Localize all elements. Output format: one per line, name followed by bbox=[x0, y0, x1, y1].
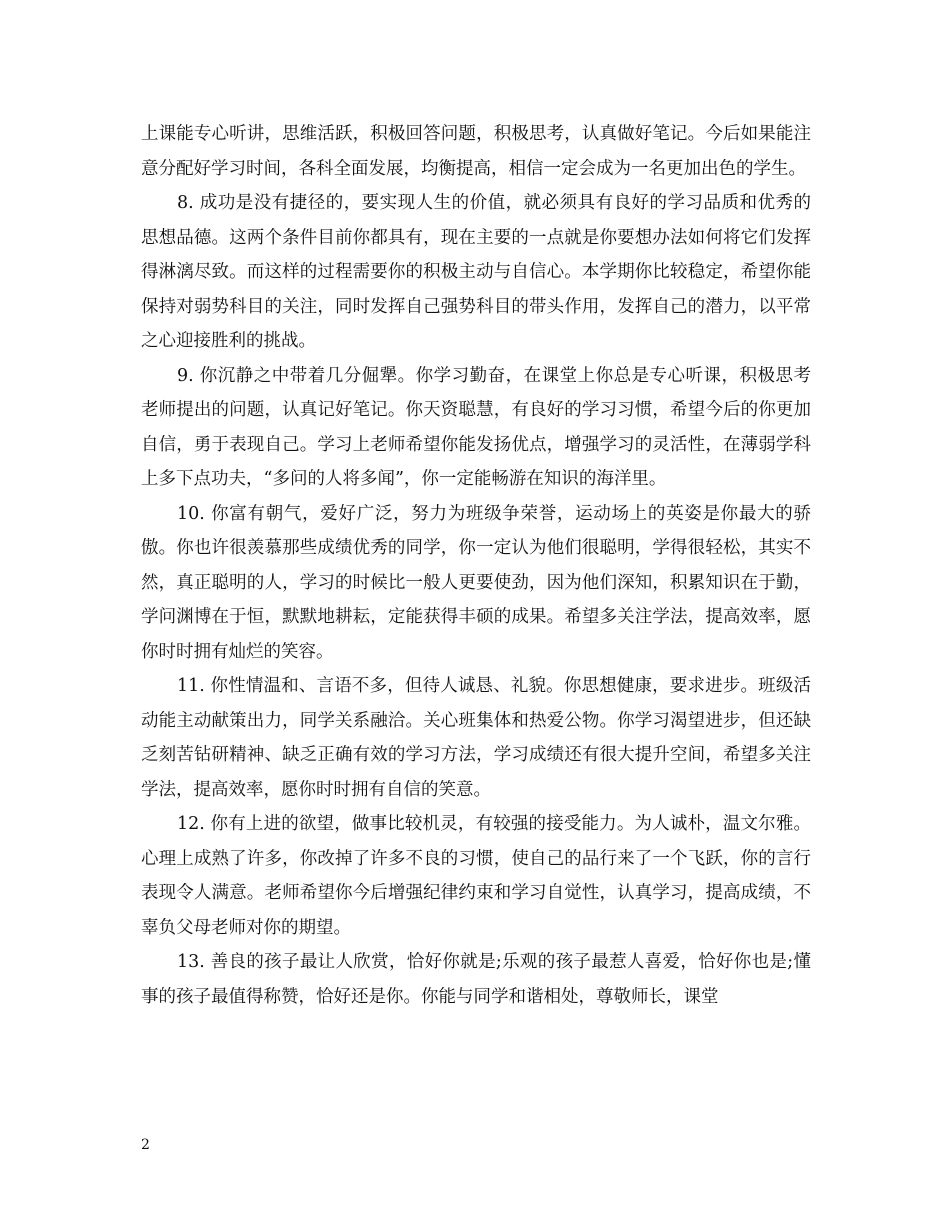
paragraph-comment-10: 10. 你富有朝气，爱好广泛，努力为班级争荣誉，运动场上的英姿是你最大的骄傲。你也许很羡慕那些成绩优秀的同学，你一定认为他们很聪明，学得很轻松，其实不然，真正聪明的人，学习的时候比一般人更要使劲，因为他们深知，积累知识在于勤，学问渊博在于恒，默默地耕耘，定能获得丰硕的成果。希望多关注学法，提高效率，愿你时时拥有灿烂的笑容。 bbox=[141, 503, 811, 662]
page-number: 2 bbox=[141, 1137, 150, 1153]
document-body bbox=[141, 117, 811, 1014]
paragraph-comment-9: 9. 你沉静之中带着几分倔犟。你学习勤奋，在课堂上你总是专心听课，积极思考老师提出的问题，认真记好笔记。你天资聪慧，有良好的学习习惯，希望今后的你更加自信，勇于表现自己。学习上老师希望你能发扬优点，增强学习的灵活性，在薄弱学科上多下点功夫，“多问的人将多闻”，你一定能畅游在知识的海洋里。 bbox=[141, 365, 811, 489]
paragraph-comment-12: 12. 你有上进的欲望，做事比较机灵，有较强的接受能力。为人诚朴，温文尔雅。心理上成熟了许多，你改掉了许多不良的习惯，使自己的品行来了一个飞跃，你的言行表现令人满意。老师希望你今后增强纪律约束和学习自觉性，认真学习，提高成绩，不辜负父母老师对你的期望。 bbox=[141, 814, 811, 938]
paragraph-comment-11: 11. 你性情温和、言语不多，但待人诚恳、礼貌。你思想健康，要求进步。班级活动能主动献策出力，同学关系融洽。关心班集体和热爱公物。你学习渴望进步，但还缺乏刻苦钻研精神、缺乏正确有效的学习方法，学习成绩还有很大提升空间，希望多关注学法，提高效率，愿你时时拥有自信的笑意。 bbox=[141, 676, 811, 800]
paragraph-continuation: 上课能专心听讲，思维活跃，积极回答问题，积极思考，认真做好笔记。今后如果能注意分配好学习时间，各科全面发展，均衡提高，相信一定会成为一名更加出色的学生。 bbox=[141, 124, 811, 179]
paragraph-comment-13: 13. 善良的孩子最让人欣赏，恰好你就是;乐观的孩子最惹人喜爱，恰好你也是;懂事的孩子最值得称赞，恰好还是你。你能与同学和谐相处，尊敬师长，课堂 bbox=[141, 952, 811, 1007]
paragraph-comment-8: 8. 成功是没有捷径的，要实现人生的价值，就必须具有良好的学习品质和优秀的思想品德。这两个条件目前你都具有，现在主要的一点就是你要想办法如何将它们发挥得淋漓尽致。而这样的过程需要你的积极主动与自信心。本学期你比较稳定，希望你能保持对弱势科目的关注，同时发挥自己强势科目的带头作用，发挥自己的潜力，以平常之心迎接胜利的挑战。 bbox=[141, 193, 811, 351]
